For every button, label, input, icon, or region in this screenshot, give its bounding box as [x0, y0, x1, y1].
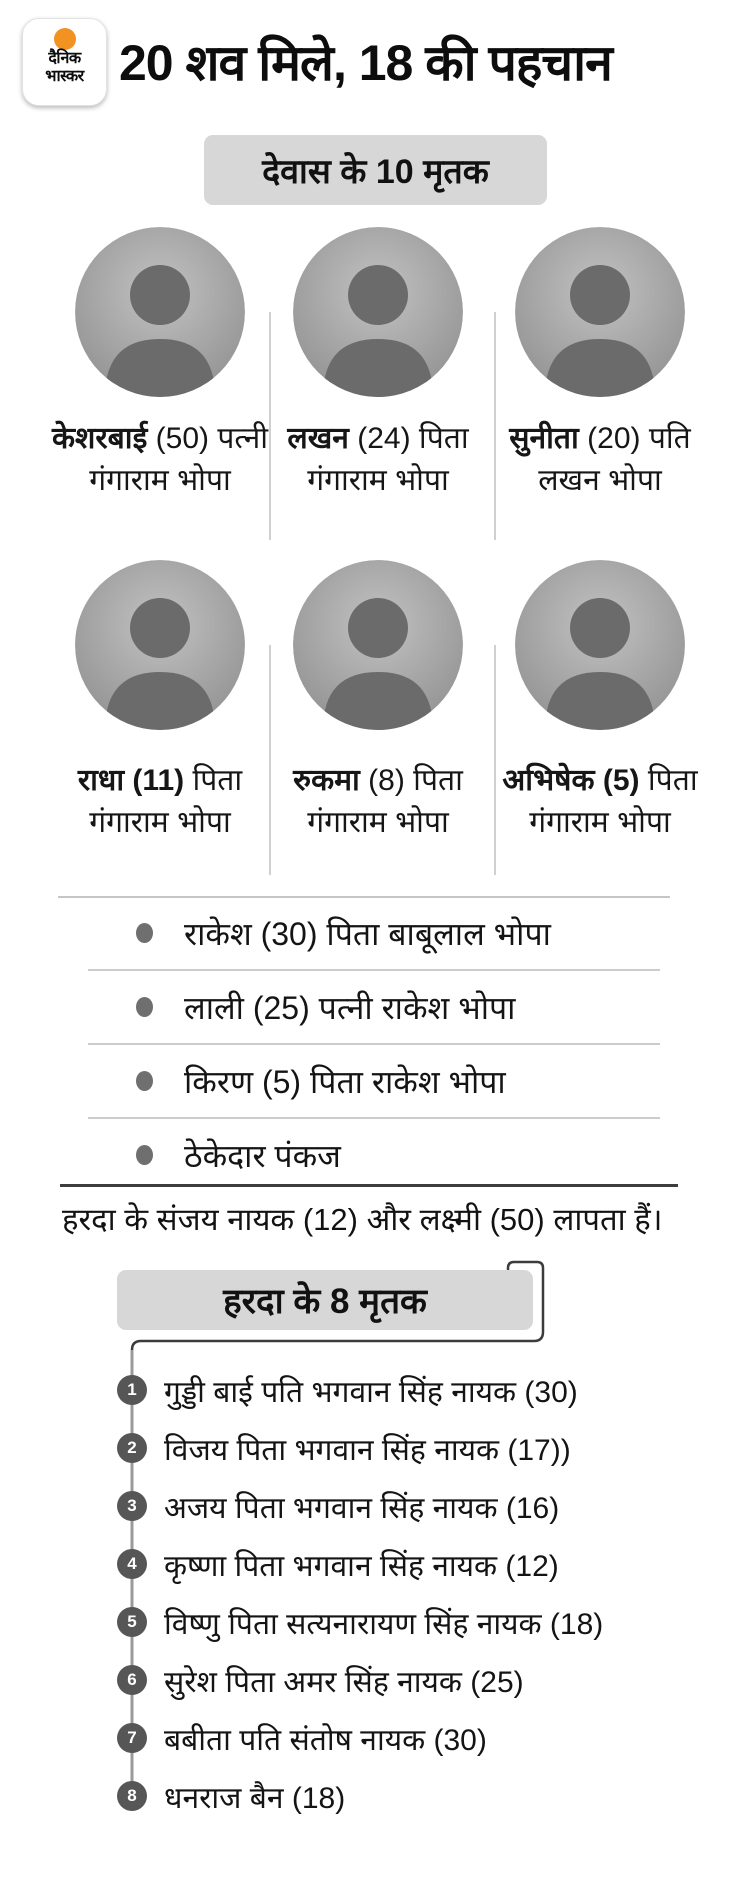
- victim-text: बबीता पति संतोष नायक (30): [164, 1723, 487, 1757]
- bullet-text: लाली (25) पत्नी राकेश भोपा: [184, 989, 516, 1026]
- person-card: [266, 560, 490, 839]
- sun-icon: [54, 28, 76, 50]
- person-name: अभिषेक (5): [502, 764, 640, 797]
- brand-logo-line1: दैनिक: [48, 50, 81, 67]
- person-relation: पिता गंगाराम भोपा: [89, 764, 243, 839]
- number-badge: 4: [117, 1549, 147, 1579]
- person-caption: [266, 418, 490, 502]
- victim-text: गुड्डी बाई पति भगवान सिंह नायक (30): [164, 1375, 578, 1409]
- number-badge: 6: [117, 1665, 147, 1695]
- victim-text: विजय पिता भगवान सिंह नायक (17)): [164, 1433, 571, 1467]
- brand-logo: [22, 18, 107, 106]
- list-item: [0, 1045, 746, 1117]
- section-badge-harda: हरदा के 8 मृतक: [117, 1270, 533, 1330]
- numbered-list-item: [0, 1593, 746, 1651]
- bullet-icon: [136, 923, 153, 943]
- section-badge-dewas: देवास के 10 मृतक: [204, 135, 547, 205]
- numbered-list-item: [0, 1651, 746, 1709]
- page-title: 20 शव मिले, 18 की पहचान: [119, 35, 612, 91]
- person-name: राधा (11): [77, 764, 185, 797]
- person-relation: (20) पति लखन भोपा: [538, 422, 691, 497]
- person-name: सुनीता: [509, 422, 579, 455]
- numbered-list-item: [0, 1709, 746, 1767]
- victim-text: कृष्णा पिता भगवान सिंह नायक (12): [164, 1549, 559, 1583]
- person-card: [48, 227, 272, 497]
- numbered-list-item: [0, 1767, 746, 1825]
- dewas-additional-victims-list: [0, 897, 746, 1191]
- person-caption: [48, 760, 272, 844]
- numbered-list-item: [0, 1419, 746, 1477]
- portrait-photo: [75, 227, 245, 397]
- person-name: लखन: [287, 422, 349, 455]
- number-badge: 7: [117, 1723, 147, 1753]
- person-relation: (50) पत्नी गंगाराम भोपा: [89, 422, 269, 497]
- number-badge: 1: [117, 1375, 147, 1405]
- number-badge: 5: [117, 1607, 147, 1637]
- person-caption: [488, 418, 712, 502]
- person-card: [48, 560, 272, 839]
- bullet-icon: [136, 997, 153, 1017]
- person-relation: (24) पिता गंगाराम भोपा: [307, 422, 469, 497]
- list-item: [0, 897, 746, 969]
- portrait-photo: [293, 560, 463, 730]
- bullet-text: राकेश (30) पिता बाबूलाल भोपा: [184, 915, 551, 952]
- bullet-text: ठेकेदार पंकज: [184, 1137, 341, 1174]
- portrait-photo: [515, 560, 685, 730]
- portrait-photo: [293, 227, 463, 397]
- person-relation: (8) पिता गंगाराम भोपा: [307, 764, 463, 839]
- missing-persons-note: हरदा के संजय नायक (12) और लक्ष्मी (50) लापता हैं।: [62, 1202, 663, 1237]
- bullet-icon: [136, 1071, 153, 1091]
- person-name: केशरबाई: [51, 422, 148, 455]
- victim-text: अजय पिता भगवान सिंह नायक (16): [164, 1491, 560, 1525]
- dark-divider: [60, 1184, 678, 1187]
- person-caption: [488, 760, 712, 844]
- bullet-icon: [136, 1145, 153, 1165]
- victim-text: धनराज बैन (18): [164, 1781, 346, 1815]
- numbered-list-item: [0, 1477, 746, 1535]
- numbered-list-item: [0, 1535, 746, 1593]
- number-badge: 2: [117, 1433, 147, 1463]
- person-card: [488, 227, 712, 497]
- victim-text: विष्णु पिता सत्यनारायण सिंह नायक (18): [164, 1607, 604, 1641]
- numbered-list-item: [0, 1361, 746, 1419]
- bullet-text: किरण (5) पिता राकेश भोपा: [184, 1063, 506, 1100]
- person-name: रुकमा: [293, 764, 360, 797]
- list-item: [0, 1119, 746, 1191]
- person-relation: पिता गंगाराम भोपा: [529, 764, 698, 839]
- person-card: [266, 227, 490, 497]
- person-card: [488, 560, 712, 839]
- portrait-photo: [515, 227, 685, 397]
- brand-logo-line2: भास्कर: [45, 68, 84, 85]
- number-badge: 3: [117, 1491, 147, 1521]
- number-badge: 8: [117, 1781, 147, 1811]
- portrait-photo: [75, 560, 245, 730]
- harda-victims-list: [0, 1361, 746, 1825]
- list-item: [0, 971, 746, 1043]
- victim-text: सुरेश पिता अमर सिंह नायक (25): [164, 1665, 524, 1699]
- person-caption: [266, 760, 490, 844]
- person-caption: [48, 418, 272, 502]
